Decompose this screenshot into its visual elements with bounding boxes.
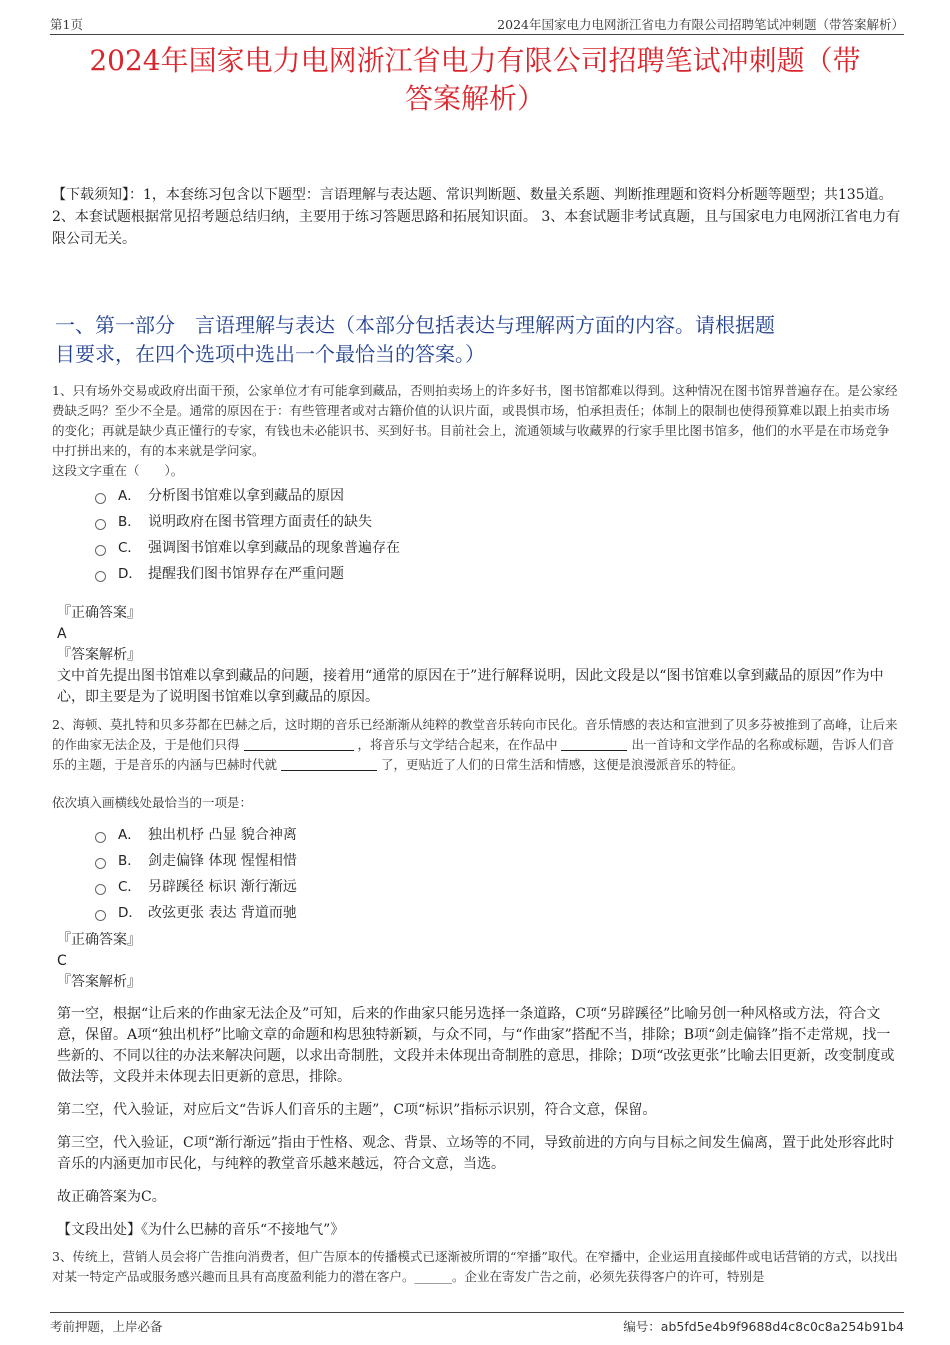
passage-part: 了，更贴近了人们的日常生活和情感，这便是浪漫派音乐的特征。 <box>380 757 744 772</box>
footer-slogan: 考前押题，上岸必备 <box>50 1319 163 1334</box>
question-1-text <box>52 381 900 481</box>
section-heading-line-2: 目要求，在四个选项中选出一个最恰当的答案。） <box>55 342 485 366</box>
option-text: 分析图书馆难以拿到藏品的原因 <box>148 488 344 504</box>
option-key: A． <box>118 488 141 504</box>
question-1-answer-block <box>57 603 898 708</box>
question-1-option-a[interactable] <box>95 483 400 509</box>
analysis-label: 『答案解析』 <box>57 974 141 990</box>
option-key: B． <box>118 853 141 869</box>
correct-answer-label: 『正确答案』 <box>57 605 141 621</box>
option-key: C． <box>118 879 141 895</box>
radio-icon[interactable] <box>95 832 106 843</box>
fill-blank-2 <box>561 736 627 751</box>
document-title <box>40 42 910 118</box>
question-3-text <box>52 1247 900 1287</box>
option-text: 提醒我们图书馆界存在严重问题 <box>148 566 344 582</box>
question-1-option-d[interactable] <box>95 561 400 587</box>
page-footer <box>50 1312 904 1335</box>
option-text: 独出机杼 凸显 貌合神离 <box>148 827 297 843</box>
radio-icon[interactable] <box>95 493 106 504</box>
correct-answer-label: 『正确答案』 <box>57 932 141 948</box>
footer-code <box>623 1317 904 1335</box>
question-1-options <box>95 483 400 587</box>
question-2-answer-block <box>57 930 898 1241</box>
passage-part: 3、传统上，营销人员会将广告推向消费者，但广告原本的传播模式已逐渐被所谓的“窄播”取代。在窄播中，企业运用直接邮件或电话营销的方式，以找出对某一特定产品或服务感兴趣而且具有高度盈利能力的潜在客户。 <box>52 1249 898 1284</box>
option-text: 另辟蹊径 标识 渐行渐远 <box>148 879 297 895</box>
option-text: 强调图书馆难以拿到藏品的现象普遍存在 <box>148 540 400 556</box>
download-notice: 【下载须知】：1，本套练习包含以下题型：言语理解与表达题、常识判断题、数量关系题、判断推理题和资料分析题等题型；共135道。 2、本套试题根据常见招考题总结归纳，主要用于练习答题思路和拓展知识面。 3、本套试题非考试真题，且与国家电力电网浙江省电力有限公司无关。 <box>52 187 901 247</box>
question-1-option-c[interactable] <box>95 535 400 561</box>
option-text: 改弦更张 表达 背道而驰 <box>148 905 297 921</box>
option-key: A． <box>118 827 141 843</box>
header-doc-title: 2024年国家电力电网浙江省电力有限公司招聘笔试冲刺题（带答案解析） <box>497 17 904 32</box>
section-heading-line-1: 一、第一部分 言语理解与表达（本部分包括表达与理解两方面的内容。请根据题 <box>55 313 775 337</box>
question-2-option-c[interactable] <box>95 874 297 900</box>
page-number: 第1页 <box>50 17 83 32</box>
passage-part: ，将音乐与文学结合起来，在作品中 <box>357 737 558 752</box>
option-key: B． <box>118 514 141 530</box>
analysis-paragraph: 故正确答案为C。 <box>57 1189 166 1205</box>
correct-answer: C <box>57 953 67 969</box>
footer-code-label: 编号： <box>623 1319 661 1334</box>
analysis-paragraph: 第一空，根据“让后来的作曲家无法企及”可知，后来的作曲家只能另选择一条道路，C项“另辟蹊径”比喻另创一种风格或方法，符合文意，保留。A项“独出机杼”比喻文章的命题和构思独特新颖，与众不同，与“作曲家”搭配不当，排除；B项“剑走偏锋”指不走常规，找一些新的、不同以往的办法来解决问题，以求出奇制胜，文段并未体现出奇制胜的意思，排除；D项“改弦更张”比喻去旧更新，改变制度或做法等，文段并未体现去旧更新的意思，排除。 <box>57 1006 895 1085</box>
question-2-option-d[interactable] <box>95 900 297 926</box>
correct-answer: A <box>57 626 67 642</box>
fill-blank: ______ <box>414 1269 453 1284</box>
option-key: C． <box>118 540 141 556</box>
question-2-options <box>95 822 297 926</box>
footer-code-value: ab5fd5e4b9f9688d4c8c0c8a254b91b4 <box>660 1319 904 1334</box>
radio-icon[interactable] <box>95 571 106 582</box>
question-2-stem: 依次填入画横线处最恰当的一项是： <box>52 795 253 810</box>
question-1-option-b[interactable] <box>95 509 400 535</box>
passage-part: 2、海顿、莫扎特和贝多芬都在巴赫之后，这时期的音乐已经渐渐从纯粹的教堂音乐转向市民化。音乐情感的表达和宣泄到了贝多芬被推到了高峰，让后来的作曲家无法企及，于是他们只得 <box>52 717 898 752</box>
question-1-passage: 1、只有场外交易或政府出面干预，公家单位才有可能拿到藏品，否则拍卖场上的许多好书，图书馆都难以得到。这种情况在图书馆界普遍存在。是公家经费缺乏吗？至少不全是。通常的原因在于：有些管理者或对古籍价值的认识片面，或畏惧市场，怕承担责任；体制上的限制也使得预算难以跟上拍卖市场的变化；再就是缺少真正懂行的专家，有钱也未必能识书、买到好书。目前社会上，流通领域与收藏界的行家手里比图书馆多，他们的水平是在市场竞争中打拼出来的，有的本来就是学问家。 <box>52 383 898 458</box>
radio-icon[interactable] <box>95 884 106 895</box>
question-2-text <box>52 715 900 813</box>
option-key: D． <box>118 566 142 582</box>
fill-blank-3 <box>281 756 377 771</box>
radio-icon[interactable] <box>95 910 106 921</box>
question-1-stem: 这段文字重在（ ）。 <box>52 463 184 478</box>
option-key: D． <box>118 905 142 921</box>
analysis-label: 『答案解析』 <box>57 647 141 663</box>
title-line-2: 答案解析） <box>404 82 545 115</box>
section-heading <box>55 311 900 369</box>
title-line-1: 2024年国家电力电网浙江省电力有限公司招聘笔试冲刺题（带 <box>89 44 861 77</box>
option-text: 剑走偏锋 体现 惺惺相惜 <box>148 853 297 869</box>
source-citation: 【文段出处】《为什么巴赫的音乐“不接地气”》 <box>57 1222 345 1238</box>
radio-icon[interactable] <box>95 858 106 869</box>
analysis-text: 文中首先提出图书馆难以拿到藏品的问题，接着用“通常的原因在于”进行解释说明，因此文段是以“图书馆难以拿到藏品的原因”作为中心，即主要是为了说明图书馆难以拿到藏品的原因。 <box>57 668 884 705</box>
radio-icon[interactable] <box>95 519 106 530</box>
passage-part: 出一首诗和文学作品的名称或标题，告诉人们音乐的主题，于是音乐的内涵与巴赫时代就 <box>52 737 894 772</box>
page-header <box>50 12 904 35</box>
question-2-option-b[interactable] <box>95 848 297 874</box>
option-text: 说明政府在图书管理方面责任的缺失 <box>148 514 372 530</box>
question-2-passage <box>52 715 900 775</box>
analysis-paragraph: 第二空，代入验证，对应后文“告诉人们音乐的主题”，C项“标识”指标示识别，符合文意，保留。 <box>57 1102 657 1118</box>
analysis-paragraph: 第三空，代入验证，C项“渐行渐远”指由于性格、观念、背景、立场等的不同，导致前进的方向与目标之间发生偏离，置于此处形容此时音乐的内涵更加市民化，与纯粹的教堂音乐越来越远，符合文意，当选。 <box>57 1135 895 1172</box>
radio-icon[interactable] <box>95 545 106 556</box>
fill-blank-1 <box>244 736 354 751</box>
passage-part: 。企业在寄发广告之前，必须先获得客户的许可，特别是 <box>452 1269 765 1284</box>
question-2-option-a[interactable] <box>95 822 297 848</box>
